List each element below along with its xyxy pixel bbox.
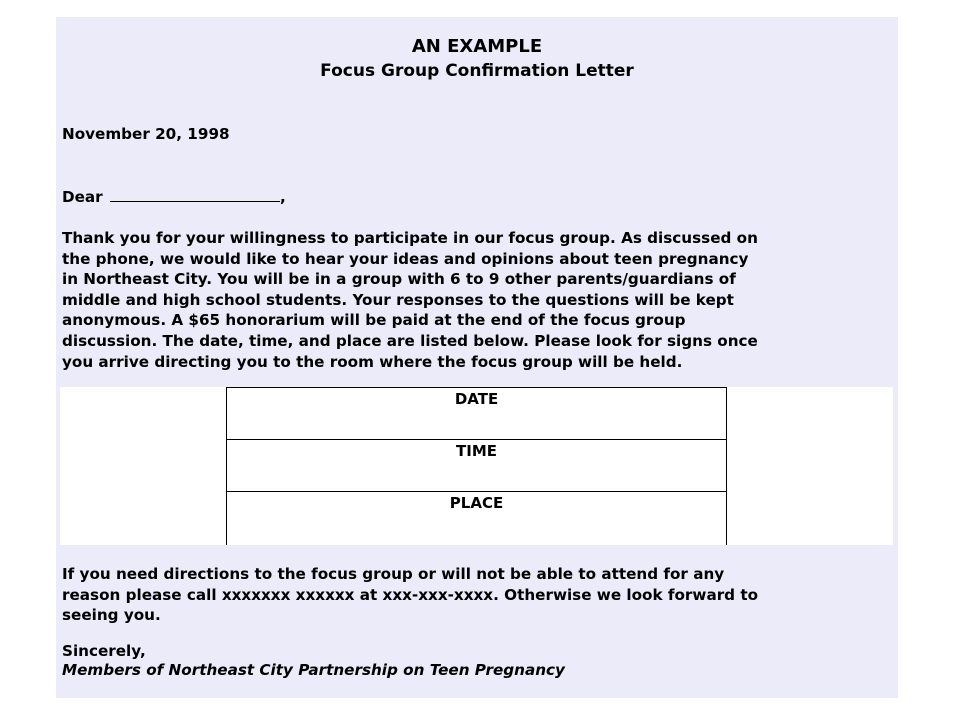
panel-edge-left — [56, 387, 60, 545]
place-row — [227, 492, 726, 545]
date-row — [227, 387, 726, 440]
body-line: Thank you for your willingness to participate in our focus group. As discussed on — [62, 229, 758, 247]
closing-paragraph — [62, 564, 892, 626]
salutation-comma: , — [279, 188, 286, 206]
panel-edge-right — [893, 387, 898, 545]
body-line: middle and high school students. Your responses to the questions will be kept — [62, 290, 734, 309]
letter-subheading: Focus Group Confirmation Letter — [320, 61, 634, 81]
closing-line: reason please call xxxxxxx xxxxxx at xxx-xxx-xxxx. Otherwise we look forward to — [62, 585, 759, 604]
body-line: in Northeast City. You will be in a group with 6 to 9 other parents/guardians of — [62, 270, 736, 289]
details-table — [226, 387, 727, 545]
signoff: Sincerely, — [62, 642, 146, 660]
signature: Members of Northeast City Partnership on Teen Pregnancy — [62, 661, 565, 679]
body-line: the phone, we would like to hear your ideas and opinions about teen pregnancy — [62, 249, 749, 268]
body-paragraph — [62, 228, 892, 372]
body-line: anonymous. A $65 honorarium will be paid at the end of the focus group — [62, 311, 686, 330]
salutation — [62, 187, 892, 208]
date-label: DATE — [454, 390, 499, 408]
body-line: you arrive directing you to the room where the focus group will be held. — [62, 352, 683, 371]
letter-heading: AN EXAMPLE — [411, 36, 543, 57]
closing-line: If you need directions to the focus group or will not be able to attend for any — [62, 565, 725, 583]
recipient-blank-line — [110, 187, 280, 202]
closing-line: seeing you. — [62, 606, 161, 625]
time-row — [227, 440, 726, 492]
time-label: TIME — [456, 442, 497, 460]
body-line: discussion. The date, time, and place are listed below. Please look for signs once — [62, 331, 758, 350]
letter-date: November 20, 1998 — [62, 125, 230, 143]
salutation-word: Dear — [62, 188, 103, 206]
place-label: PLACE — [449, 494, 504, 512]
